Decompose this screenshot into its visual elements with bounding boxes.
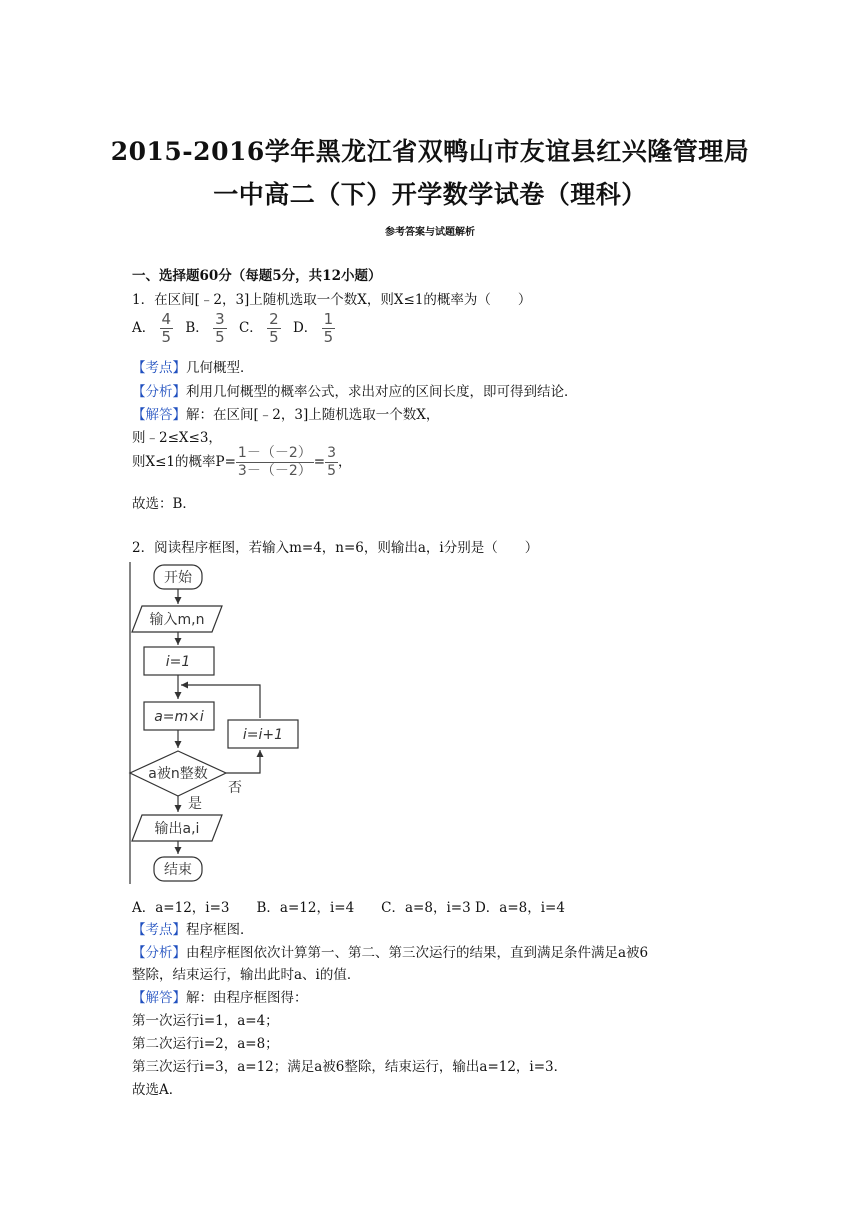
q2-run2: 第二次运行i=2，a=8；: [132, 1036, 279, 1052]
q2-run1: 第一次运行i=1，a=4；: [132, 1013, 279, 1029]
yes-label: 是: [188, 796, 202, 812]
input-label: 输入m,n: [149, 612, 205, 628]
fenxi-tag: 【分析】: [132, 384, 186, 400]
assign-label: a=m×i: [154, 709, 204, 725]
q2-fenxi-cont: 整除，结束运行，输出此时a、i的值．: [132, 967, 361, 983]
no-label: 否: [228, 780, 242, 796]
init-label: i=1: [165, 654, 191, 670]
q1-option-c: C． $\frac{2}{5}$: [238, 310, 279, 346]
page-subtitle: 参考答案与试题解析: [385, 227, 475, 238]
q1-answer: 故选：B．: [132, 496, 196, 512]
q1-option-d: D． $\frac{1}{5}$: [292, 310, 334, 346]
fenxi-tag: 【分析】: [132, 945, 186, 961]
section-heading: 一、选择题60分（每题5分，共12小题）: [132, 268, 382, 284]
page-title-line1: 2015-2016学年黑龙江省双鸭山市友谊县红兴隆管理局: [110, 137, 750, 166]
q1-option-a: A． $\frac{4}{5}$: [132, 310, 172, 346]
page-title-line2: 一中高二（下）开学数学试卷（理科）: [213, 180, 647, 209]
kaodian-tag: 【考点】: [132, 360, 186, 376]
q1-stem: 1．在区间[﹣2，3]上随机选取一个数X，则X≤1的概率为（ ）: [132, 292, 532, 308]
output-label: 输出a,i: [154, 821, 200, 837]
start-label: 开始: [164, 570, 192, 586]
q2-kaodian: 【考点】程序框图．: [132, 922, 254, 938]
q1-kaodian: 【考点】几何概型．: [132, 360, 254, 376]
q1-step: 则﹣2≤X≤3，: [132, 430, 222, 446]
q1-probability: 则X≤1的概率P= $\frac{1-(-2)}{3-(-2)}$ = $\frac{3}{5}$ ，: [132, 445, 352, 479]
q2-stem: 2．阅读程序框图，若输入m=4，n=6，则输出a，i分别是（ ）: [132, 540, 539, 556]
q2-answer: 故选A．: [132, 1082, 183, 1098]
kaodian-tag: 【考点】: [132, 922, 186, 938]
jieda-tag: 【解答】: [132, 407, 186, 423]
q2-options: A．a=12，i=3 B．a=12，i=4 C．a=8，i=3 D．a=8，i=4: [132, 900, 565, 916]
end-label: 结束: [164, 862, 192, 878]
q1-jieda: 【解答】解：在区间[﹣2，3]上随机选取一个数X，: [132, 407, 440, 423]
q1-options: [132, 312, 343, 345]
q1-fenxi: 【分析】利用几何概型的概率公式，求出对应的区间长度，即可得到结论．: [132, 384, 578, 400]
decision-label: a被n整数: [148, 766, 208, 782]
jieda-tag: 【解答】: [132, 990, 186, 1006]
flowchart: [126, 560, 316, 890]
increment-label: i=i+1: [242, 727, 284, 743]
q2-fenxi: 【分析】由程序框图依次计算第一、第二、第三次运行的结果，直到满足条件满足a被6: [132, 945, 649, 961]
q1-option-b: B． $\frac{3}{5}$: [185, 310, 225, 346]
q2-run3: 第三次运行i=3，a=12；满足a被6整除，结束运行，输出a=12，i=3．: [132, 1059, 568, 1075]
q2-jieda: 【解答】解：由程序框图得：: [132, 990, 308, 1006]
